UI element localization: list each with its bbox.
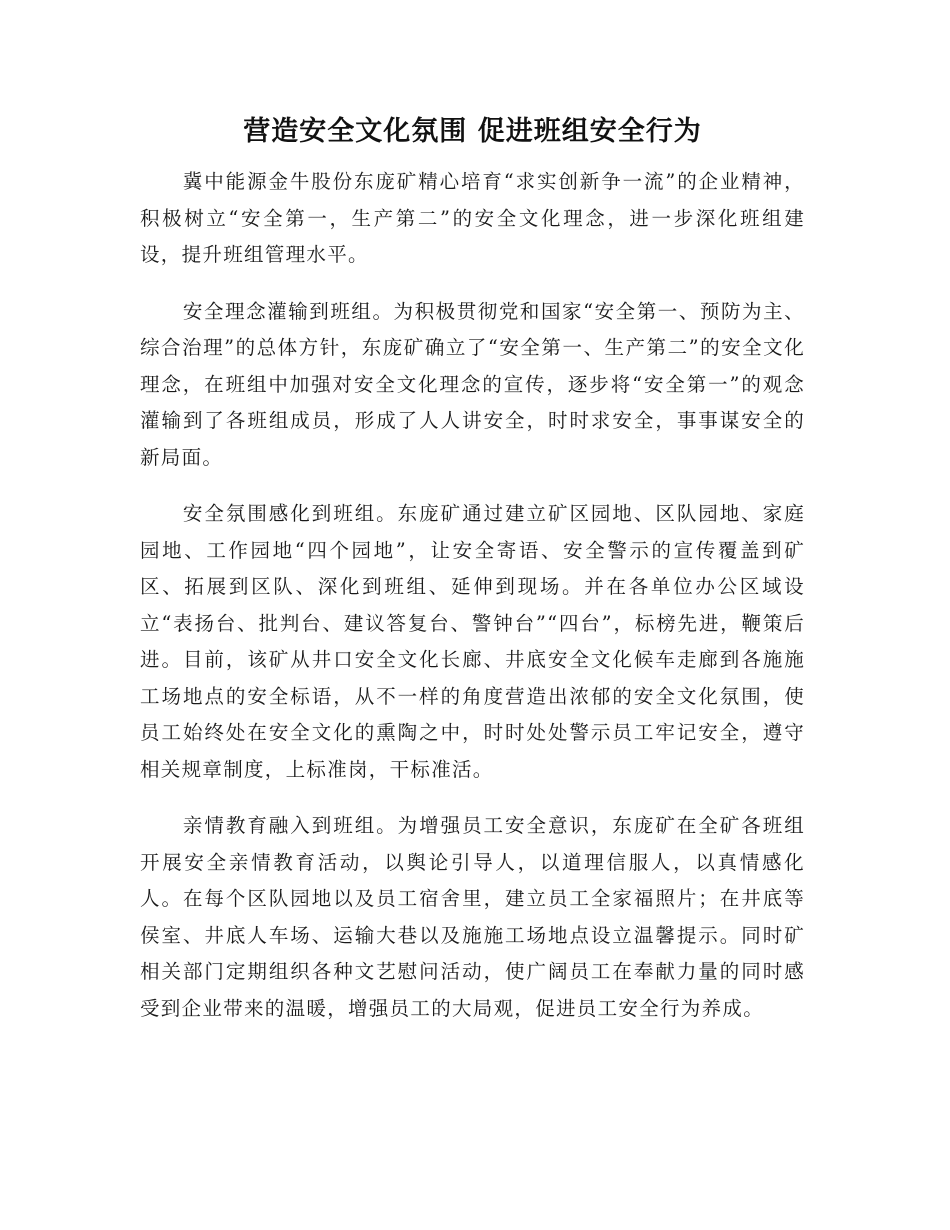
- paragraph-family-education: 亲情教育融入到班组。为增强员工安全意识，东庞矿在全矿各班组开展安全亲情教育活动，以舆论引导人，以道理信服人，以真情感化人。在每个区队园地以及员工宿舍里，建立员工全家福照片；在井底等侯室、井底人车场、运输大巷以及施施工场地点设立温馨提示。同时矿相关部门定期组织各种文艺慰问活动，使广阔员工在奉献力量的同时感受到企业带来的温暖，增强员工的大局观，促进员工安全行为养成。: [140, 814, 805, 1020]
- document-title: 营造安全文化氛围 促进班组安全行为: [243, 116, 702, 147]
- paragraph-intro: 冀中能源金牛股份东庞矿精心培育“求实创新争一流”的企业精神，积极树立“安全第一，生产第二”的安全文化理念，进一步深化班组建设，提升班组管理水平。: [140, 170, 805, 266]
- paragraph-safety-concept: 安全理念灌输到班组。为积极贯彻党和国家“安全第一、预防为主、综合治理”的总体方针，东庞矿确立了“安全第一、生产第二”的安全文化理念，在班组中加强对安全文化理念的宣传，逐步将“安全第一”的观念灌输到了各班组成员，形成了人人讲安全，时时求安全，事事谋安全的新局面。: [140, 299, 805, 469]
- document-page: [140, 112, 805, 1047]
- paragraph-safety-atmosphere: 安全氛围感化到班组。东庞矿通过建立矿区园地、区队园地、家庭园地、工作园地“四个园地”，让安全寄语、安全警示的宣传覆盖到矿区、拓展到区队、深化到班组、延伸到现场。并在各单位办公区域设立“表扬台、批判台、建议答复台、警钟台”“四台”，标榜先进，鞭策后进。目前，该矿从井口安全文化长廊、井底安全文化候车走廊到各施施工场地点的安全标语，从不一样的角度营造出浓郁的安全文化氛围，使员工始终处在安全文化的熏陶之中，时时处处警示员工牢记安全，遵守相关规章制度，上标准岗，干标准活。: [140, 502, 805, 781]
